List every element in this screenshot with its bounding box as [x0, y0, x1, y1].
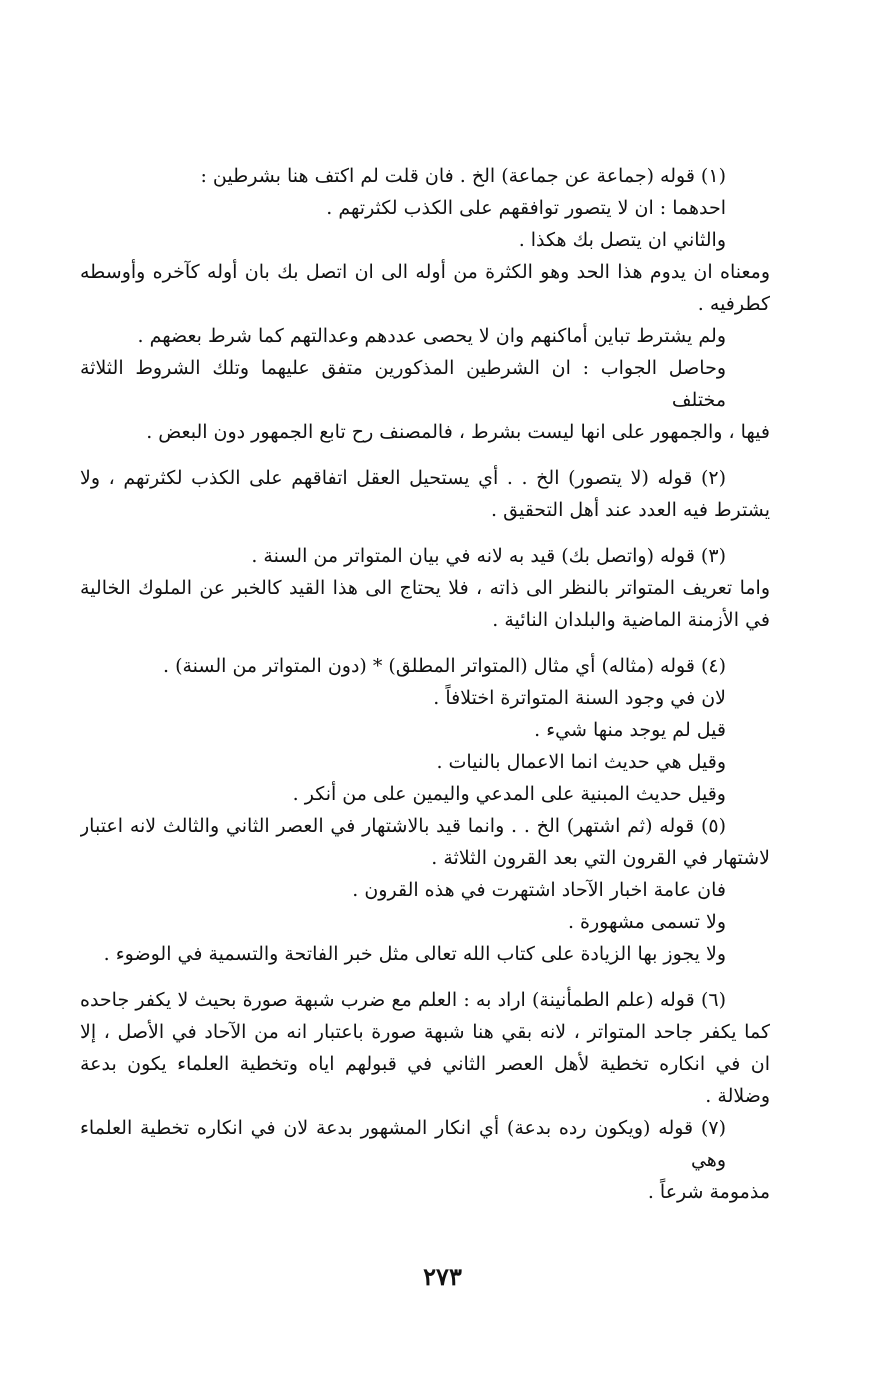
- footnote-line: (٤) قوله (مثاله) أي مثال (المتواتر المطلق) * (دون المتواتر من السنة) .: [163, 655, 726, 677]
- footnote-line: ان في انكاره تخطية لأهل العصر الثاني في قبولهم اياه وتخطية العلماء يكون بدعة: [80, 1053, 770, 1075]
- footnote-line: يشترط فيه العدد عند أهل التحقيق .: [491, 499, 770, 521]
- footnote-line: وقيل هي حديث انما الاعمال بالنيات .: [436, 751, 726, 773]
- footnote-line: ولم يشترط تباين أماكنهم وان لا يحصى عددهم وعدالتهم كما شرط بعضهم .: [137, 325, 726, 347]
- footnote-line: وحاصل الجواب : ان الشرطين المذكورين متفق عليهما وتلك الشروط الثلاثة مختلف: [80, 357, 726, 411]
- footnote-line: ولا تسمى مشهورة .: [567, 911, 726, 933]
- footnote-4: [80, 650, 770, 970]
- footnote-line: ولا يجوز بها الزيادة على كتاب الله تعالى مثل خبر الفاتحة والتسمية في الوضوء .: [103, 943, 726, 965]
- footnote-line: لان في وجود السنة المتواترة اختلافاً .: [433, 687, 726, 709]
- footnote-line: (٦) قوله (علم الطمأنينة) اراد به : العلم مع ضرب شبهة صورة بحيث لا يكفر جاحده: [80, 989, 726, 1011]
- footnote-line: احدهما : ان لا يتصور توافقهم على الكذب لكثرتهم .: [326, 197, 726, 219]
- footnote-line: (٣) قوله (واتصل بك) قيد به لانه في بيان المتواتر من السنة .: [251, 545, 726, 567]
- footnote-line: مذمومة شرعاً .: [647, 1181, 770, 1203]
- footnote-3: [80, 540, 770, 636]
- page-number: ٢٧٣: [423, 1262, 462, 1291]
- footnote-line: قيل لم يوجد منها شيء .: [534, 719, 726, 741]
- footnote-line: (٥) قوله (ثم اشتهر) الخ . . وانما قيد بالاشتهار في العصر الثاني والثالث لانه اعتبار: [80, 815, 726, 837]
- footnote-line: (١) قوله (جماعة عن جماعة) الخ . فان قلت لم اكتف هنا بشرطين :: [200, 165, 726, 187]
- footnote-line: فيها ، والجمهور على انها ليست بشرط ، فالمصنف رح تابع الجمهور دون البعض .: [146, 421, 770, 443]
- footnote-line: لاشتهار في القرون التي بعد القرون الثلاثة .: [431, 847, 770, 869]
- footnote-line: كما يكفر جاحد المتواتر ، لانه بقي هنا شبهة صورة باعتبار انه من الآحاد في الأصل ، إلا: [80, 1021, 770, 1043]
- footnote-line: فان عامة اخبار الآحاد اشتهرت في هذه القرون .: [352, 879, 726, 901]
- footnote-line: (٧) قوله (ويكون رده بدعة) أي انكار المشهور بدعة لان في انكاره تخطية العلماء وهي: [80, 1117, 726, 1171]
- footnote-line: وضلالة .: [705, 1085, 770, 1107]
- footnote-5: [80, 984, 770, 1208]
- footnote-1: [80, 160, 770, 448]
- footnote-line: كطرفيه .: [697, 293, 770, 315]
- footnote-2: [80, 462, 770, 526]
- footnotes-page: [80, 160, 770, 1222]
- footnote-line: وقيل حديث المبنية على المدعي واليمين على من أنكر .: [292, 783, 726, 805]
- footnote-line: ومعناه ان يدوم هذا الحد وهو الكثرة من أوله الى ان اتصل بك بان أوله كآخره وأوسطه: [80, 261, 770, 283]
- footnote-line: (٢) قوله (لا يتصور) الخ . . أي يستحيل العقل اتفاقهم على الكذب لكثرتهم ، ولا: [80, 467, 726, 489]
- footnote-line: واما تعريف المتواتر بالنظر الى ذاته ، فلا يحتاج الى هذا القيد كالخبر عن الملوك الخالية: [80, 577, 770, 599]
- footnote-line: والثاني ان يتصل بك هكذا .: [518, 229, 726, 251]
- footnote-line: في الأزمنة الماضية والبلدان النائية .: [492, 609, 770, 631]
